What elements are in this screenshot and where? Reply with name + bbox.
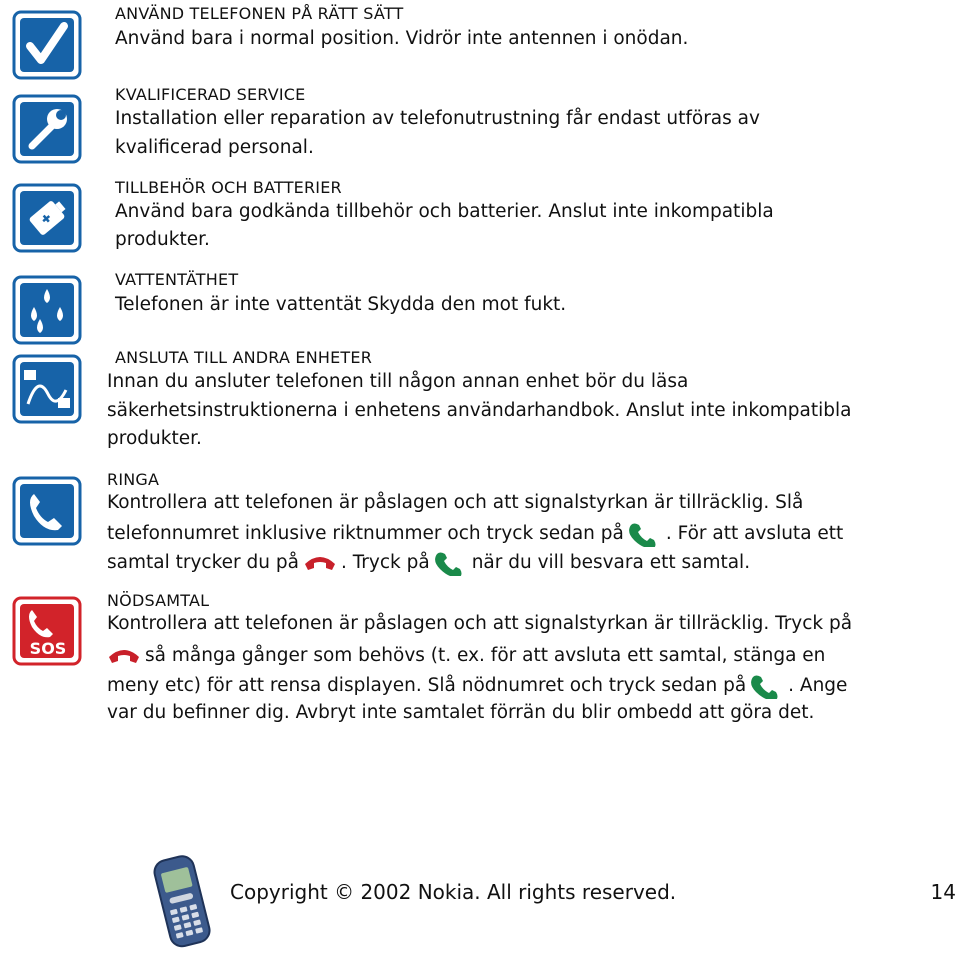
plug-icon [12, 354, 82, 424]
call-key-icon [434, 550, 468, 576]
section-heading: VATTENTÄTHET [115, 270, 239, 289]
section-text: Telefonen är inte vattentät Skydda den mot fukt. [115, 294, 567, 315]
end-key-icon [303, 550, 337, 576]
section-text-line [107, 643, 825, 669]
section-text: Använd bara godkända tillbehör och batterier. Anslut inte inkompatibla [115, 201, 774, 222]
section-heading: RINGA [107, 470, 160, 489]
section-heading: ANSLUTA TILL ANDRA ENHETER [115, 348, 373, 367]
text-segment: . Tryck på [340, 552, 430, 573]
call-key-icon [628, 521, 662, 547]
section-text-line [107, 673, 847, 699]
battery-icon [12, 183, 82, 253]
section-text: Kontrollera att telefonen är påslagen och att signalstyrkan är tillräcklig. Slå [107, 492, 804, 513]
page-number: 14 [930, 880, 956, 904]
call-key-icon [750, 673, 784, 699]
water-drops-icon [12, 275, 82, 345]
text-segment: . Ange [788, 675, 848, 696]
sos-icon-text: SOS [29, 639, 67, 658]
section-heading: ANVÄND TELEFONEN PÅ RÄTT SÄTT [115, 4, 404, 23]
section-heading: NÖDSAMTAL [107, 591, 210, 610]
section-text: var du befinner dig. Avbryt inte samtalet förrän du blir ombedd att göra det. [107, 702, 815, 723]
section-text: kvalificerad personal. [115, 137, 314, 158]
section-text-line [107, 521, 843, 547]
section-text-line [107, 550, 750, 576]
text-segment: när du vill besvara ett samtal. [471, 552, 751, 573]
section-text: produkter. [107, 428, 202, 449]
section-text: Installation eller reparation av telefonutrustning får endast utföras av [115, 108, 760, 129]
text-segment: så många gånger som behövs (t. ex. för att avsluta ett samtal, stänga en [145, 645, 826, 666]
text-segment: . För att avsluta ett [665, 523, 844, 544]
end-key-icon [107, 643, 141, 669]
section-text: Kontrollera att telefonen är påslagen och att signalstyrkan är tillräcklig. Tryck på [107, 613, 853, 634]
nokia-phone-image [148, 853, 218, 949]
section-heading: TILLBEHÖR OCH BATTERIER [115, 178, 342, 197]
wrench-icon [12, 94, 82, 164]
section-text: Använd bara i normal position. Vidrör inte antennen i onödan. [115, 28, 689, 49]
text-segment: samtal trycker du på [107, 552, 299, 573]
section-text: säkerhetsinstruktionerna i enhetens användarhandbok. Anslut inte inkompatibla [107, 400, 852, 421]
section-text: Innan du ansluter telefonen till någon annan enhet bör du läsa [107, 371, 689, 392]
text-segment: meny etc) för att rensa displayen. Slå nödnumret och tryck sedan på [107, 675, 747, 696]
phone-handset-icon [12, 476, 82, 546]
section-heading: KVALIFICERAD SERVICE [115, 85, 306, 104]
section-text: produkter. [115, 229, 210, 250]
sos-icon [12, 596, 82, 666]
checkmark-icon [12, 10, 82, 80]
copyright-text: Copyright © 2002 Nokia. All rights reserved. [230, 880, 677, 904]
text-segment: telefonnumret inklusive riktnummer och tryck sedan på [107, 523, 624, 544]
